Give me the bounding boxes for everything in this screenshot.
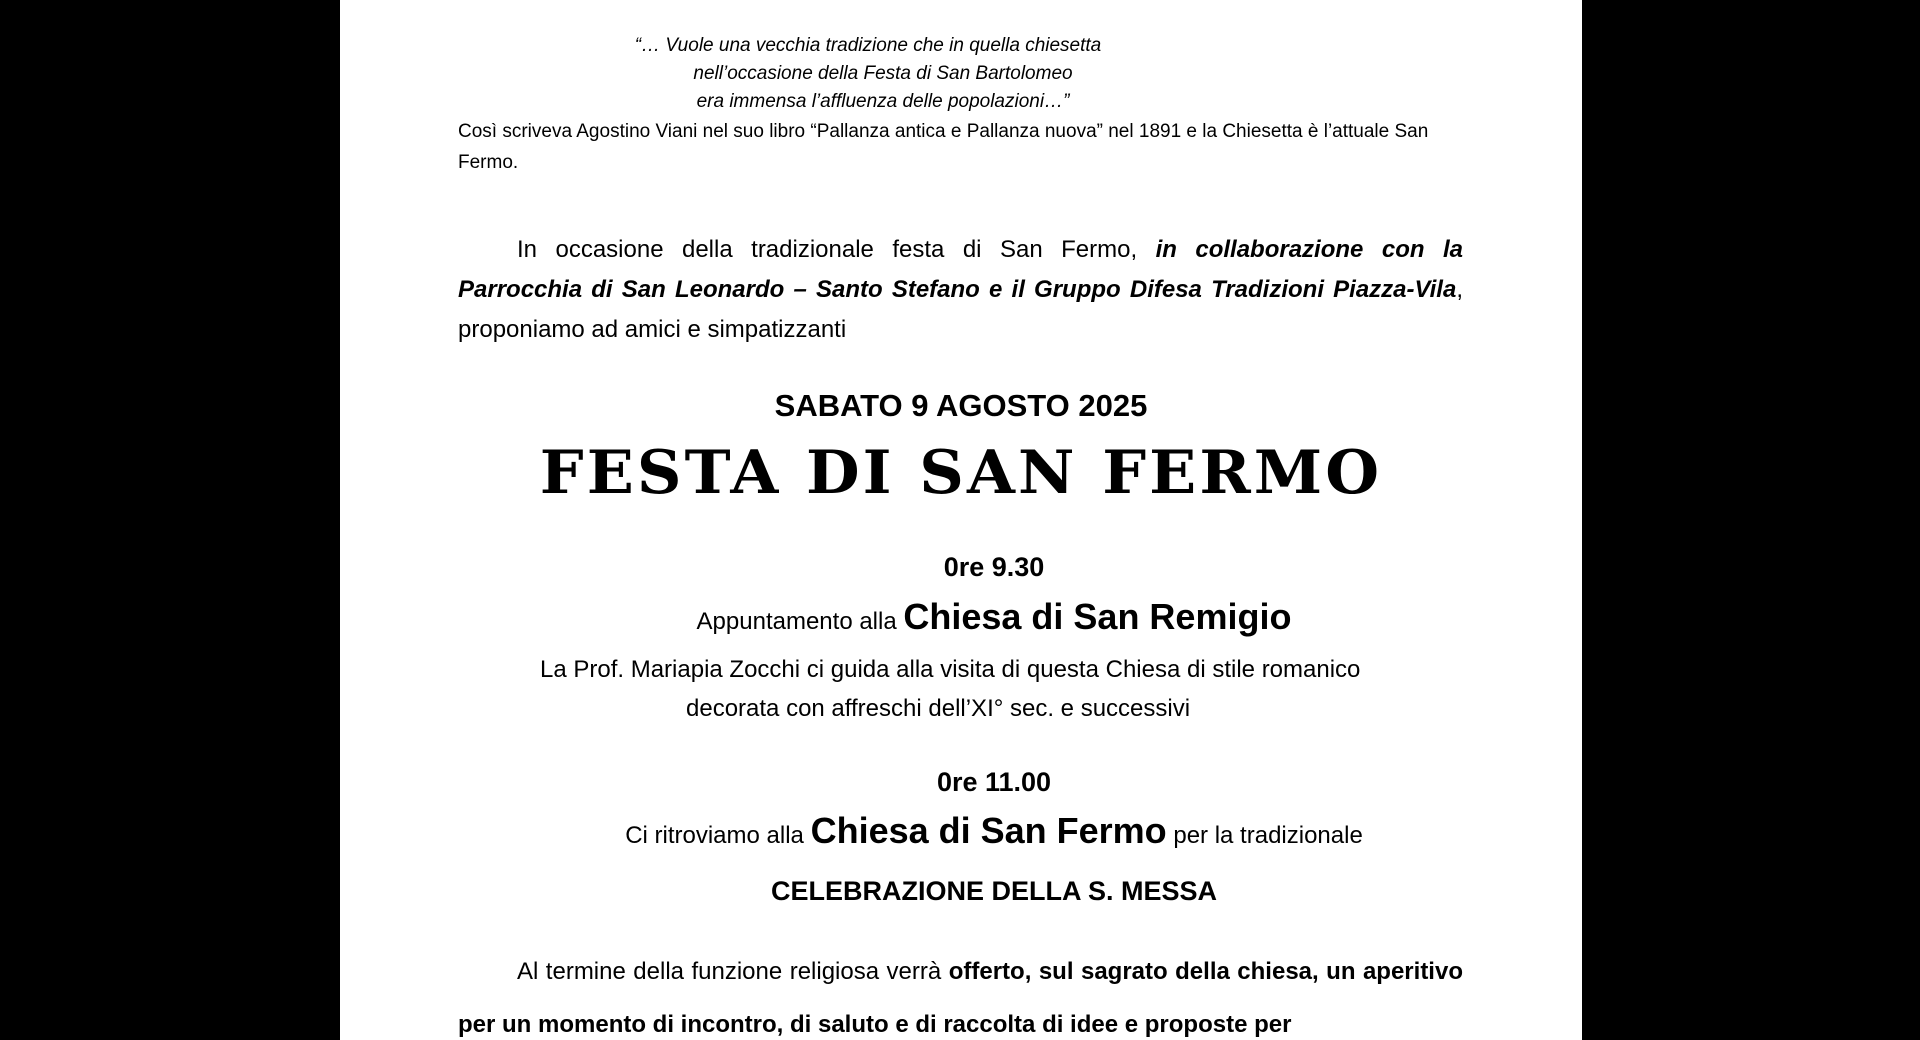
detail-1-line-1: La Prof. Mariapia Zocchi ci guida alla visita di questa Chiesa di stile romanico — [540, 656, 1361, 683]
document-page — [340, 0, 1582, 1040]
closing-emphasis: offerto, sul sagrato della chiesa, un aperitivo per un momento di incontro, di saluto e di raccolta di idee e proposte per — [458, 958, 1463, 1038]
event-date: SABATO 9 AGOSTO 2025 — [774, 388, 1148, 423]
appointment-1-place: Chiesa di San Remigio — [903, 596, 1292, 637]
event-title: FESTA DI SAN FERMO — [539, 438, 1383, 508]
quote-line-2: nell’occasione della Festa di San Bartolomeo — [693, 63, 1073, 84]
quote-line-3: era immensa l’affluenza delle popolazioni…” — [696, 91, 1070, 112]
detail-1-line-2: decorata con affreschi dell’XI° sec. e successivi — [686, 695, 1191, 722]
intro-emphasis: in collaborazione con la Parrocchia di San Leonardo – Santo Stefano e il Gruppo Difesa Tradizioni Piazza-Vila — [458, 236, 1463, 303]
program-time-1: 0re 9.30 — [943, 552, 1045, 582]
closing-text-before: Al termine della funzione religiosa verrà — [517, 958, 949, 985]
appointment-2-place: Chiesa di San Fermo — [810, 810, 1167, 851]
program-detail-1 — [540, 650, 1582, 728]
opening-quote — [340, 32, 1396, 116]
appointment-2-lead: Ci ritroviamo alla — [625, 822, 811, 849]
mass-heading: CELEBRAZIONE DELLA S. MESSA — [770, 876, 1218, 906]
program-appointment-1 — [340, 596, 1582, 638]
intro-text-before: In occasione della tradizionale festa di San Fermo, — [517, 236, 1156, 263]
intro-text-after: , proponiamo ad amici e simpatizzanti — [458, 276, 1463, 343]
intro-paragraph — [458, 230, 1463, 350]
closing-paragraph — [458, 945, 1463, 1040]
quote-source: Così scriveva Agostino Viani nel suo libro “Pallanza antica e Pallanza nuova” nel 1891 e la Chiesetta è l’attuale San Fermo. — [458, 121, 1429, 173]
program-appointment-2 — [340, 810, 1582, 852]
appointment-2-trail: per la tradizionale — [1166, 822, 1363, 849]
program-time-2: 0re 11.00 — [936, 767, 1052, 797]
quote-line-1: “… Vuole una vecchia tradizione che in quella chiesetta — [634, 35, 1102, 56]
appointment-1-lead: Appuntamento alla — [696, 608, 904, 635]
